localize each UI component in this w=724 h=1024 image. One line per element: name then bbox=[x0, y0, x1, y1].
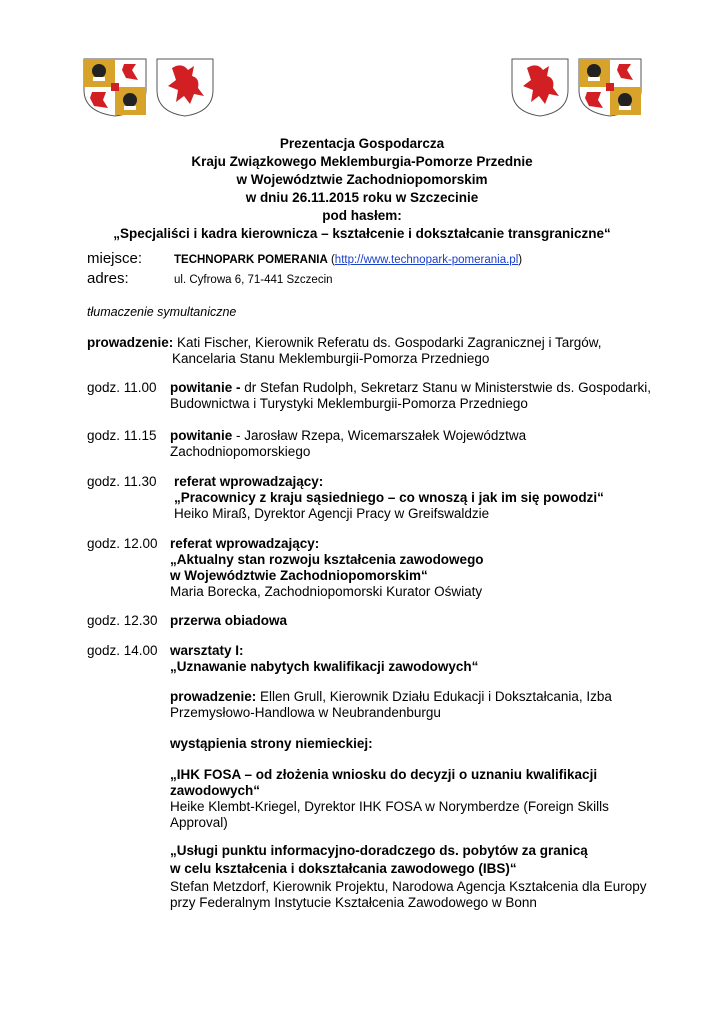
translation-note: tłumaczenie symultaniczne bbox=[87, 305, 237, 319]
schedule-speaker: Maria Borecka, Zachodniopomorski Kurator Oświaty bbox=[170, 584, 483, 599]
talk-speaker: Heike Klembt-Kriegel, Dyrektor IHK FOSA w Norymberdze (Foreign Skills bbox=[170, 799, 609, 814]
workshop-moderation-label: prowadzenie: bbox=[170, 689, 257, 704]
schedule-entry bbox=[170, 428, 526, 445]
title-line: Kraju Związkowego Meklemburgia-Pomorze Przednie bbox=[191, 154, 533, 169]
title-line: w Województwie Zachodniopomorskim bbox=[236, 172, 488, 187]
schedule-time: godz. 11.00 bbox=[87, 380, 157, 395]
moderation-label: prowadzenie: bbox=[87, 335, 174, 350]
schedule-entry bbox=[170, 380, 651, 397]
moderation-text: Kati Fischer, Kierownik Referatu ds. Gospodarki Zagranicznej i Targów, bbox=[177, 335, 602, 350]
schedule-time: godz. 11.30 bbox=[87, 474, 157, 489]
title-line: Prezentacja Gospodarcza bbox=[279, 136, 445, 151]
workshop-moderation-cont: Przemysłowo-Handlowa w Neubrandenburgu bbox=[170, 705, 441, 720]
german-side-heading: wystąpienia strony niemieckiej: bbox=[170, 736, 373, 751]
address-label: adres: bbox=[87, 270, 129, 287]
schedule-entry-cont: Zachodniopomorskiego bbox=[170, 444, 311, 459]
schedule-talk-title: w Województwie Zachodniopomorskim“ bbox=[170, 568, 428, 583]
schedule-entry-cont: Budownictwa i Turystyki Meklemburgii-Pomorza Przedniego bbox=[170, 396, 528, 411]
talk-speaker: przy Federalnym Instytucie Kształcenia Zawodowego w Bonn bbox=[170, 895, 537, 910]
schedule-time: godz. 14.00 bbox=[87, 643, 158, 658]
place-label: miejsce: bbox=[87, 250, 143, 267]
place-link[interactable]: http://www.technopark-pomerania.pl bbox=[334, 254, 519, 266]
schedule-label: powitanie - bbox=[170, 380, 241, 395]
title-line: w dniu 26.11.2015 roku w Szczecinie bbox=[245, 190, 479, 205]
schedule-text: - Jarosław Rzepa, Wicemarszałek Województwa bbox=[232, 428, 527, 443]
schedule-label: przerwa obiadowa bbox=[170, 613, 288, 628]
griffin-coat-of-arms-icon bbox=[509, 56, 571, 118]
moderation-line2: Kancelaria Stanu Meklemburgii-Pomorza Przedniego bbox=[172, 351, 490, 366]
place-name: TECHNOPARK POMERANIA bbox=[174, 254, 328, 266]
talk-speaker: Approval) bbox=[170, 815, 228, 830]
coat-of-arms-left bbox=[80, 56, 216, 118]
griffin-coat-of-arms-icon bbox=[154, 56, 216, 118]
schedule-talk-title: „Uznawanie nabytych kwalifikacji zawodowych“ bbox=[170, 659, 479, 674]
coat-of-arms-right bbox=[509, 56, 645, 118]
mecklenburg-coat-of-arms-icon bbox=[80, 56, 150, 118]
talk-title: zawodowych“ bbox=[170, 783, 261, 798]
talk-title: „Usługi punktu informacyjno-doradczego ds. pobytów za granicą bbox=[170, 843, 588, 858]
workshop-moderation bbox=[170, 689, 612, 706]
talk-speaker: Stefan Metzdorf, Kierownik Projektu, Narodowa Agencja Kształcenia dla Europy bbox=[170, 879, 647, 894]
venue-address bbox=[87, 270, 333, 287]
schedule-talk-title: „Pracownicy z kraju sąsiedniego – co wnoszą i jak im się powodzi“ bbox=[174, 490, 604, 505]
mecklenburg-coat-of-arms-icon bbox=[575, 56, 645, 118]
schedule-label: powitanie bbox=[170, 428, 233, 443]
document-title bbox=[60, 135, 664, 243]
moderation-line1 bbox=[87, 335, 601, 352]
schedule-time: godz. 12.00 bbox=[87, 536, 158, 551]
title-line: „Specjaliści i kadra kierownicza – kształcenie i dokształcanie transgraniczne“ bbox=[113, 226, 611, 241]
venue-place: miejsce: TECHNOPARK POMERANIA (http://www.technopark-pomerania.pl) bbox=[87, 250, 523, 267]
schedule-text: dr Stefan Rudolph, Sekretarz Stanu w Ministerstwie ds. Gospodarki, bbox=[240, 380, 651, 395]
schedule-talk-title: „Aktualny stan rozwoju kształcenia zawodowego bbox=[170, 552, 484, 567]
talk-title: w celu kształcenia i dokształcania zawodowego (IBS)“ bbox=[170, 861, 517, 876]
schedule-label: referat wprowadzający: bbox=[174, 474, 324, 489]
workshop-moderation-text: Ellen Grull, Kierownik Działu Edukacji i Dokształcania, Izba bbox=[256, 689, 612, 704]
schedule-speaker: Heiko Miraß, Dyrektor Agencji Pracy w Greifswaldzie bbox=[174, 506, 490, 521]
schedule-label: warsztaty I: bbox=[170, 643, 244, 658]
title-line: pod hasłem: bbox=[322, 208, 402, 223]
address-value: ul. Cyfrowa 6, 71-441 Szczecin bbox=[174, 274, 333, 286]
talk-title: „IHK FOSA – od złożenia wniosku do decyzji o uznaniu kwalifikacji bbox=[170, 767, 598, 782]
schedule-time: godz. 12.30 bbox=[87, 613, 158, 628]
schedule-label: referat wprowadzający: bbox=[170, 536, 320, 551]
schedule-time: godz. 11.15 bbox=[87, 428, 157, 443]
